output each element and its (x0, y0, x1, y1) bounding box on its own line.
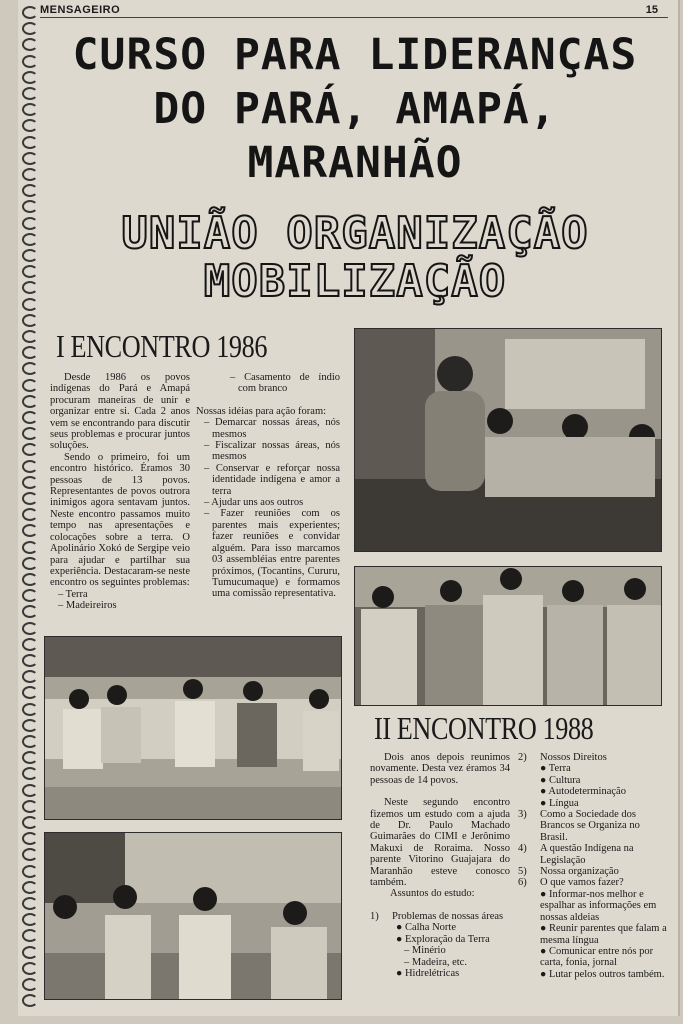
item-number: 5) (518, 866, 527, 878)
item-number: 4) (518, 843, 527, 855)
spiral-ring (22, 686, 38, 699)
list-item (518, 786, 668, 797)
list-item (518, 969, 668, 980)
item-number (518, 775, 540, 786)
item-number: 2) (518, 752, 527, 763)
spiral-ring (22, 281, 38, 294)
spiral-ring (22, 346, 38, 359)
spiral-ring (22, 200, 38, 213)
list-item: – Fazer reuniões com os parentes mais experientes; fazer reuniões e convidar alguém. Para isso marcamos 03 assembléias entre parentes próximos, (Tocantins, Cururu, Tumucumaque) e formamos uma comissão representativa. (204, 508, 340, 600)
spiral-ring (22, 751, 38, 764)
spiral-ring (22, 476, 38, 489)
subtitle-line-1: UNIÃO ORGANIZAÇÃO (121, 208, 589, 259)
spiral-ring (22, 168, 38, 181)
spiral-ring (22, 265, 38, 278)
item-text: O que vamos fazer? (540, 877, 624, 889)
photo-meeting-table (44, 832, 342, 1000)
spiral-ring (22, 994, 38, 1007)
item-text: ● Comunicar entre nós por carta, fonia, jornal (540, 945, 654, 969)
item-number: 6) (518, 877, 527, 889)
spiral-ring (22, 298, 38, 311)
spiral-ring (22, 654, 38, 667)
spiral-ring (22, 784, 38, 797)
spiral-ring (22, 573, 38, 586)
sub-item: ● Calha Norte (396, 922, 456, 934)
spiral-ring (22, 541, 38, 554)
item-number: 3) (518, 809, 527, 821)
list-item (518, 798, 668, 809)
spiral-ring (22, 6, 38, 19)
paragraph: Dois anos depois reunimos novamente. Desta vez éramos 34 pessoas de 14 povos. (370, 752, 510, 786)
item-text: ● Língua (540, 797, 579, 809)
spiral-ring (22, 622, 38, 635)
spiral-ring (22, 557, 38, 570)
spiral-ring (22, 767, 38, 780)
spiral-ring (22, 881, 38, 894)
item-text: Problemas de nossas áreas (392, 910, 504, 922)
item-number (518, 798, 540, 809)
item-text: ● Cultura (540, 774, 581, 786)
spiral-ring (22, 524, 38, 537)
spiral-ring (22, 103, 38, 116)
item-number (518, 923, 540, 946)
item-text: ● Terra (540, 763, 571, 775)
photo-speaker-at-meeting (354, 328, 662, 552)
spiral-ring (22, 71, 38, 84)
spiral-ring (22, 38, 38, 51)
photo-group-standing (354, 566, 662, 706)
spiral-ring (22, 233, 38, 246)
list-item (518, 923, 668, 946)
encontro-1-heading: I ENCONTRO 1986 (56, 328, 268, 364)
list-item (518, 809, 668, 843)
spiral-ring (22, 719, 38, 732)
spiral-ring (22, 22, 38, 35)
encontro-2-column-1 (370, 752, 510, 979)
list-item (518, 763, 668, 774)
spiral-ring (22, 427, 38, 440)
paragraph: Desde 1986 os povos indígenas do Pará e Amapá procuram maneiras de unir e organizar entre si. Cada 2 anos vem se encontrando para discutir seus problemas e procurar juntos soluções. (50, 372, 190, 452)
list-item: – Demarcar nossas áreas, nós mesmos (204, 417, 340, 440)
item-number (518, 946, 540, 969)
magazine-name: MENSAGEIRO (40, 4, 121, 16)
sub-list (370, 922, 510, 979)
spiral-ring (22, 460, 38, 473)
item-number (518, 786, 540, 797)
spiral-ring (22, 362, 38, 375)
spiral-ring (22, 152, 38, 165)
spiral-ring (22, 929, 38, 942)
spiral-ring (22, 184, 38, 197)
spiral-ring (22, 735, 38, 748)
item-number (518, 763, 540, 774)
spiral-ring (22, 670, 38, 683)
sub-item: – Minério (404, 945, 446, 957)
spiral-ring (22, 913, 38, 926)
item-number (518, 969, 540, 980)
sub-item: ● Hidrelétricas (396, 967, 460, 979)
spiral-ring (22, 962, 38, 975)
spiral-ring (22, 55, 38, 68)
subtitle-line-2: MOBILIZAÇÃO (203, 256, 507, 307)
paragraph: Nossas idéias para ação foram: (196, 405, 327, 417)
spiral-ring (22, 848, 38, 861)
sub-item: ● Exploração da Terra (396, 933, 490, 945)
list-item (518, 877, 668, 888)
main-title (50, 28, 660, 190)
spiral-ring (22, 703, 38, 716)
title-line-2: DO PARÁ, AMAPÁ, (153, 84, 557, 134)
spiral-ring (22, 217, 38, 230)
encontro-2-heading: II ENCONTRO 1988 (374, 710, 594, 746)
page-header (40, 3, 668, 18)
spiral-ring (22, 589, 38, 602)
spiral-ring (22, 508, 38, 521)
item-text: ● Reunir parentes que falam a mesma língua (540, 923, 667, 946)
page-number: 15 (645, 4, 658, 16)
spiral-ring (22, 136, 38, 149)
sub-item: – Madeira, etc. (404, 956, 467, 968)
list-item: – Ajudar uns aos outros (204, 497, 304, 509)
paragraph: Assuntos do estudo: (390, 888, 475, 900)
list-item (518, 946, 668, 969)
spiral-ring (22, 87, 38, 100)
item-text: Nossa organização (540, 866, 619, 878)
spiral-ring (22, 978, 38, 991)
spiral-ring (22, 379, 38, 392)
spiral-ring (22, 411, 38, 424)
spiral-ring (22, 897, 38, 910)
item-text: ● Informar-nos melhor e espalhar as informações em nossas aldeias (540, 888, 657, 923)
item-text: Nossos Direitos (540, 752, 607, 763)
list-item (518, 752, 668, 763)
list-item (518, 889, 668, 923)
list-item (370, 911, 510, 922)
item-text: ● Lutar pelos outros também. (540, 968, 665, 980)
item-number: 1) (370, 910, 379, 922)
spiral-ring (22, 314, 38, 327)
spiral-ring (22, 865, 38, 878)
list-item (518, 775, 668, 786)
spiral-ring (22, 119, 38, 132)
spiral-ring (22, 395, 38, 408)
encontro-1-column-1 (50, 372, 190, 612)
list-item (518, 843, 668, 866)
spiral-ring (22, 249, 38, 262)
paragraph: Neste segundo encontro fizemos um estudo com a ajuda de Dr. Paulo Machado Guimarães do CIMI e Jerônimo Makuxi de Roraima. Nosso parente Vitorino Guajajara do Maranhão esteve conosco também. (370, 797, 510, 889)
photo-seated-circle (44, 636, 342, 820)
spiral-ring (22, 330, 38, 343)
spiral-ring (22, 605, 38, 618)
spiral-ring (22, 832, 38, 845)
spiral-ring (22, 492, 38, 505)
item-text: ● Autodeterminação (540, 786, 626, 798)
encontro-2-column-2 (518, 752, 668, 980)
title-line-3: MARANHÃO (247, 138, 463, 188)
list-item (518, 866, 668, 877)
paragraph: Sendo o primeiro, foi um encontro histórico. Éramos 30 pessoas de 13 povos. Representantes de povos outrora inimigos agora sentavam juntos. Neste encontro passamos muito tempo nas apresentações e colocações sobre a terra. O Apolinário Xokó de Sergipe veio para ajudar e partilhar sua experiência. Destacaram-se neste encontro os seguintes problemas: (50, 451, 190, 589)
spiral-ring (22, 946, 38, 959)
list-item: – Casamento de índio com branco (230, 372, 340, 395)
item-number (518, 889, 540, 923)
spiral-ring (22, 443, 38, 456)
list-item: – Conservar e reforçar nossa identidade indígena e amor a terra (204, 462, 340, 497)
spiral-ring (22, 800, 38, 813)
spiral-ring (22, 638, 38, 651)
item-text: A questão Indígena na Legislação (540, 843, 634, 866)
spiral-ring (22, 816, 38, 829)
encontro-1-column-2 (196, 372, 340, 600)
list-item: – Fiscalizar nossas áreas, nós mesmos (204, 440, 340, 463)
list-item: – Madeireiros (58, 600, 117, 612)
item-text: Como a Sociedade dos Brancos se Organiza no Brasil. (540, 809, 640, 843)
title-line-1: CURSO PARA LIDERANÇAS (72, 30, 638, 80)
list-item: – Terra (58, 588, 88, 600)
spiral-binding (22, 6, 40, 1016)
